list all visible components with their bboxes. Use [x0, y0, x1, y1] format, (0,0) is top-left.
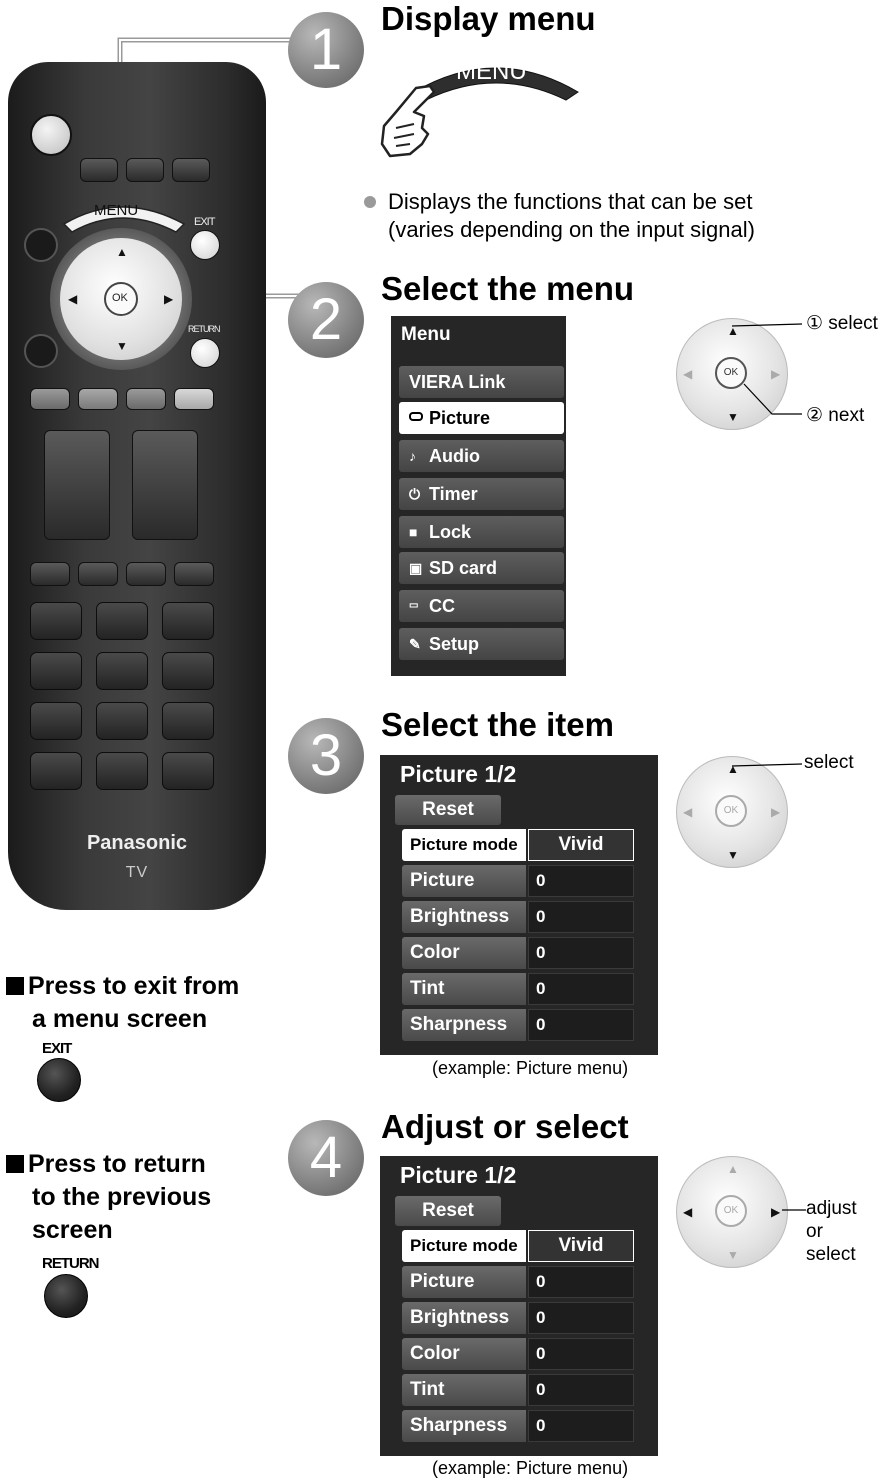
remote-left-arrow-icon: ◀: [68, 292, 78, 306]
number-key[interactable]: [162, 702, 214, 740]
number-key[interactable]: [162, 602, 214, 640]
color-row[interactable]: Color 0: [402, 937, 634, 969]
remote-exit-button[interactable]: [190, 230, 220, 260]
up-arrow-icon: ▲: [727, 762, 739, 776]
remote-exit-label: EXIT: [194, 216, 215, 228]
left-arrow-icon: ◀: [683, 1205, 693, 1219]
picture-menu-panel-step4: [380, 1156, 658, 1456]
menu-button-label: MENU: [456, 58, 527, 85]
remote-down-arrow-icon: ▼: [116, 339, 128, 353]
step-4-callout-adjust: adjust: [806, 1198, 857, 1219]
number-key[interactable]: [162, 752, 214, 790]
sd-card-icon: ▣: [409, 560, 423, 576]
square-bullet-icon: [6, 977, 24, 995]
reset-button[interactable]: Reset: [395, 1196, 501, 1226]
main-menu-panel: [391, 316, 566, 676]
remote-control: [8, 62, 266, 910]
picture-row[interactable]: Picture 0: [402, 1266, 634, 1298]
volume-rocker[interactable]: [44, 430, 110, 540]
step-4-heading: Adjust or select: [381, 1108, 629, 1145]
step-4-callout-select: select: [806, 1244, 856, 1265]
up-arrow-icon: ▲: [727, 1162, 739, 1176]
exit-button[interactable]: [37, 1058, 81, 1102]
down-arrow-icon: ▼: [727, 1248, 739, 1262]
bullet-dot: [364, 196, 376, 208]
remote-up-arrow-icon: ▲: [116, 245, 128, 259]
number-key[interactable]: [96, 702, 148, 740]
menu-item-lock[interactable]: ■ Lock: [399, 516, 564, 548]
right-arrow-icon: ▶: [771, 1205, 781, 1219]
picture-menu-title: Picture 1/2: [400, 1162, 517, 1188]
left-arrow-icon: ◀: [683, 367, 693, 381]
step-2-select-callout: ① select: [806, 313, 878, 334]
ok-button: OK: [715, 357, 747, 389]
menu-item-setup[interactable]: ✎ Setup: [399, 628, 564, 660]
remote-return-label: RETURN: [188, 324, 220, 334]
function-button-1[interactable]: [30, 562, 70, 586]
function-button-4[interactable]: [174, 562, 214, 586]
picture-mode-row[interactable]: Picture mode Vivid: [402, 829, 634, 861]
menu-item-audio[interactable]: ♪ Audio: [399, 440, 564, 472]
reset-button[interactable]: Reset: [395, 795, 501, 825]
step-3-select-callout: select: [804, 752, 854, 773]
step-1-heading: Display menu: [381, 0, 596, 37]
picture-menu-title: Picture 1/2: [400, 761, 517, 787]
ok-button: OK: [715, 795, 747, 827]
input-button-2[interactable]: [126, 158, 164, 182]
step-1-note-line2: (varies depending on the input signal): [388, 217, 755, 242]
cc-icon: ▭: [409, 600, 419, 611]
step-2-badge: 2: [288, 282, 364, 358]
step-4-example-caption: (example: Picture menu): [432, 1458, 629, 1478]
remote-return-button[interactable]: [190, 338, 220, 368]
input-button-3[interactable]: [172, 158, 210, 182]
number-key[interactable]: [96, 602, 148, 640]
step-3-callout-line: [730, 756, 810, 776]
exit-button-label: EXIT: [42, 1040, 72, 1057]
tint-row[interactable]: Tint 0: [402, 1374, 634, 1406]
function-button-3[interactable]: [126, 562, 166, 586]
number-key[interactable]: [30, 752, 82, 790]
number-key[interactable]: [96, 652, 148, 690]
color-button-4[interactable]: [174, 388, 214, 410]
step-4-callout-or: or: [806, 1221, 823, 1242]
pointing-hand-icon: [374, 82, 446, 164]
step-4-dpad: [676, 1156, 788, 1268]
music-note-icon: ♪: [409, 448, 416, 464]
picture-mode-row[interactable]: Picture mode Vivid: [402, 1230, 634, 1262]
return-button[interactable]: [44, 1274, 88, 1318]
down-arrow-icon: ▼: [727, 410, 739, 424]
wrench-icon: ✎: [409, 636, 421, 652]
sharpness-row[interactable]: Sharpness 0: [402, 1009, 634, 1041]
color-button-2[interactable]: [78, 388, 118, 410]
number-key[interactable]: [162, 652, 214, 690]
menu-item-cc[interactable]: ▭ CC: [399, 590, 564, 622]
picture-icon: [409, 412, 423, 421]
picture-menu-panel-step3: [380, 755, 658, 1055]
step-4-badge: 4: [288, 1120, 364, 1196]
right-arrow-icon: ▶: [771, 805, 781, 819]
number-key[interactable]: [30, 602, 82, 640]
step-2-callout-lines: [730, 318, 810, 428]
input-button-1[interactable]: [80, 158, 118, 182]
exit-note: Press to exit from a menu screen: [6, 970, 239, 1036]
down-arrow-icon: ▼: [727, 848, 739, 862]
right-arrow-icon: ▶: [771, 367, 781, 381]
ok-button: OK: [715, 1195, 747, 1227]
color-button-3[interactable]: [126, 388, 166, 410]
brand-logo: Panasonic: [86, 832, 188, 854]
left-arrow-icon: ◀: [683, 805, 693, 819]
return-button-label: RETURN: [42, 1255, 99, 1272]
square-bullet-icon: [6, 1155, 24, 1173]
padlock-icon: ■: [409, 524, 418, 540]
brightness-row[interactable]: Brightness 0: [402, 901, 634, 933]
step-4-callout-line: [780, 1200, 808, 1220]
up-arrow-icon: ▲: [727, 324, 739, 338]
menu-item-picture[interactable]: Picture: [399, 402, 564, 434]
sharpness-row[interactable]: Sharpness 0: [402, 1410, 634, 1442]
power-button[interactable]: [30, 114, 72, 156]
step-1-note-line1: Displays the functions that can be set: [388, 189, 753, 214]
channel-rocker[interactable]: [132, 430, 198, 540]
step-2-next-callout: ② next: [806, 405, 865, 426]
step-2-heading: Select the menu: [381, 270, 635, 307]
power-timer-icon: ⏻: [409, 486, 421, 502]
remote-right-arrow-icon: ▶: [164, 292, 174, 306]
model-label: TV: [125, 864, 149, 881]
remote-menu-label: MENU: [94, 202, 139, 219]
return-note: Press to return to the previous screen: [6, 1148, 211, 1247]
step-3-heading: Select the item: [381, 706, 614, 743]
step-3-badge: 3: [288, 718, 364, 794]
color-button-1[interactable]: [30, 388, 70, 410]
step-3-example-caption: (example: Picture menu): [432, 1058, 629, 1078]
main-menu-title: Menu: [401, 324, 451, 345]
menu-item-viera-link[interactable]: VIERA Link: [399, 366, 564, 398]
menu-item-sd-card[interactable]: ▣ SD card: [399, 552, 564, 584]
picture-row[interactable]: Picture 0: [402, 865, 634, 897]
step-1-badge: 1: [288, 12, 364, 88]
left-side-button-top[interactable]: [24, 228, 58, 262]
number-key[interactable]: [30, 702, 82, 740]
brightness-row[interactable]: Brightness 0: [402, 1302, 634, 1334]
number-key[interactable]: [96, 752, 148, 790]
remote-ok-label: OK: [112, 292, 128, 304]
number-key[interactable]: [30, 652, 82, 690]
function-button-2[interactable]: [78, 562, 118, 586]
menu-item-timer[interactable]: ⏻ Timer: [399, 478, 564, 510]
tint-row[interactable]: Tint 0: [402, 973, 634, 1005]
left-side-button-bottom[interactable]: [24, 334, 58, 368]
color-row[interactable]: Color 0: [402, 1338, 634, 1370]
